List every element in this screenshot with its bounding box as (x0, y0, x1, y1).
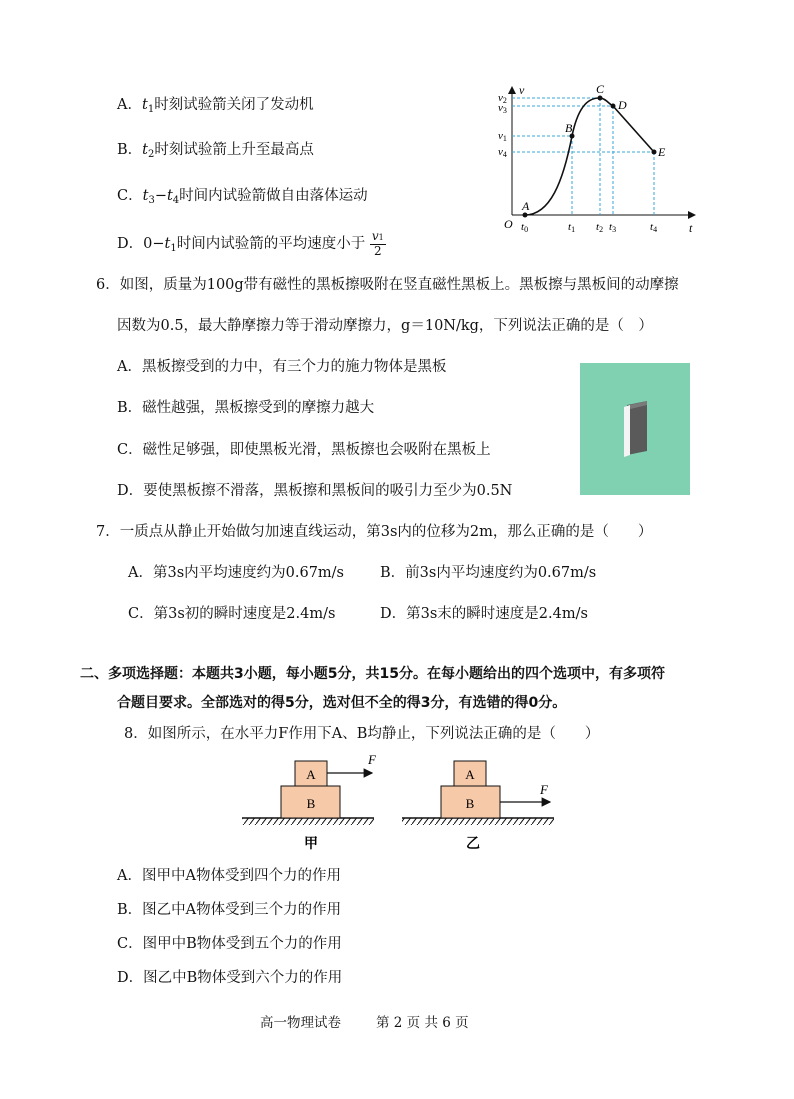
blackboard-eraser-figure (580, 363, 690, 495)
velocity-curve (525, 98, 654, 215)
label-d: D (618, 98, 627, 112)
figure-right (402, 761, 554, 852)
tick-v1: v1 (498, 130, 507, 143)
svg-text:B: B (465, 796, 475, 811)
q6-option-b[interactable]: B．磁性越强，黑板擦受到的摩擦力越大 (117, 400, 375, 416)
axis-v-label: v (519, 83, 525, 97)
tick-v4: v4 (498, 146, 507, 159)
point-d (611, 104, 616, 109)
tick-t0: t0 (521, 221, 529, 234)
svg-text:F: F (368, 752, 376, 767)
q5-option-a[interactable]: A．$t_1$时刻试验箭关闭了发动机 (117, 97, 314, 115)
point-e (652, 150, 657, 155)
axis-t-label: t (689, 221, 693, 234)
footer-page-number: 第 2 页 共 6 页 (376, 1015, 469, 1031)
section-2-heading-line2: 合题目要求。全部选对的得5分，选对但不全的得3分，有选错的得0分。 (117, 695, 567, 711)
q7-option-c[interactable]: C．第3s初的瞬时速度是2.4m/s (128, 606, 336, 622)
q8-option-d[interactable]: D．图乙中B物体受到六个力的作用 (117, 970, 343, 986)
q8-stem: 8．如图所示，在水平力F作用下A、B均静止，下列说法正确的是（ ） (124, 726, 600, 742)
svg-text:B: B (306, 796, 316, 811)
q6-option-a[interactable]: A．黑板擦受到的力中，有三个力的施力物体是黑板 (117, 359, 447, 375)
point-a (523, 213, 528, 218)
svg-text:甲: 甲 (304, 837, 318, 852)
svg-text:F: F (540, 782, 548, 797)
q5-option-b[interactable]: B．$t_2$时刻试验箭上升至最高点 (117, 142, 314, 160)
tick-v3: v3 (498, 102, 507, 115)
q7-stem: 7．一质点从静止开始做匀加速直线运动，第3s内的位移为2m，那么正确的是（ ） (96, 524, 653, 540)
q5-option-c[interactable]: C．$t_3-t_4$时间内试验箭做自由落体运动 (117, 188, 368, 206)
label-e: E (658, 145, 666, 159)
q8-figures (238, 752, 578, 856)
q5-option-d[interactable]: D．$0-t_1$时间内试验箭的平均速度小于 $\frac{v1}{2}$ (117, 229, 384, 258)
figure-left (242, 752, 377, 852)
q8-option-a[interactable]: A．图甲中A物体受到四个力的作用 (117, 868, 341, 884)
q6-option-d[interactable]: D．要使黑板擦不滑落，黑板擦和黑板间的吸引力至少为0.5N (117, 483, 513, 499)
svg-text:A: A (306, 767, 316, 782)
footer-exam-title: 高一物理试卷 (260, 1015, 341, 1031)
tick-t3: t3 (609, 221, 617, 234)
label-c: C (596, 82, 605, 96)
q8-option-c[interactable]: C．图甲中B物体受到五个力的作用 (117, 936, 342, 952)
q7-option-d[interactable]: D．第3s末的瞬时速度是2.4m/s (380, 606, 588, 622)
svg-text:A: A (465, 767, 475, 782)
tick-t4: t4 (650, 221, 658, 234)
svg-text:乙: 乙 (466, 837, 480, 852)
q7-option-b[interactable]: B．前3s内平均速度约为0.67m/s (380, 565, 597, 581)
tick-t1: t1 (568, 221, 576, 234)
q7-option-a[interactable]: A．第3s内平均速度约为0.67m/s (128, 565, 344, 581)
q8-option-b[interactable]: B．图乙中A物体受到三个力的作用 (117, 902, 342, 918)
tick-t2: t2 (596, 221, 604, 234)
fraction-v1-over-2: $\frac{v1}{2}$ (371, 229, 384, 258)
label-a: A (522, 199, 530, 213)
tick-v2: v2 (498, 92, 507, 105)
eraser (624, 401, 647, 457)
point-c (598, 96, 603, 101)
label-b: B (565, 121, 573, 135)
q6-stem-line1: 6．如图，质量为100g带有磁性的黑板擦吸附在竖直磁性黑板上。黑板擦与黑板间的动摩擦 (96, 277, 679, 293)
section-2-heading-line1: 二、多项选择题：本题共3小题，每小题5分，共15分。在每小题给出的四个选项中，有多项符 (80, 666, 665, 682)
q6-option-c[interactable]: C．磁性足够强，即使黑板光滑，黑板擦也会吸附在黑板上 (117, 442, 491, 458)
origin-label: O (504, 217, 513, 231)
q6-stem-line2: 因数为0.5，最大静摩擦力等于滑动摩擦力，g＝10N/kg，下列说法正确的是（ ） (117, 318, 653, 334)
velocity-time-graph (495, 82, 705, 234)
